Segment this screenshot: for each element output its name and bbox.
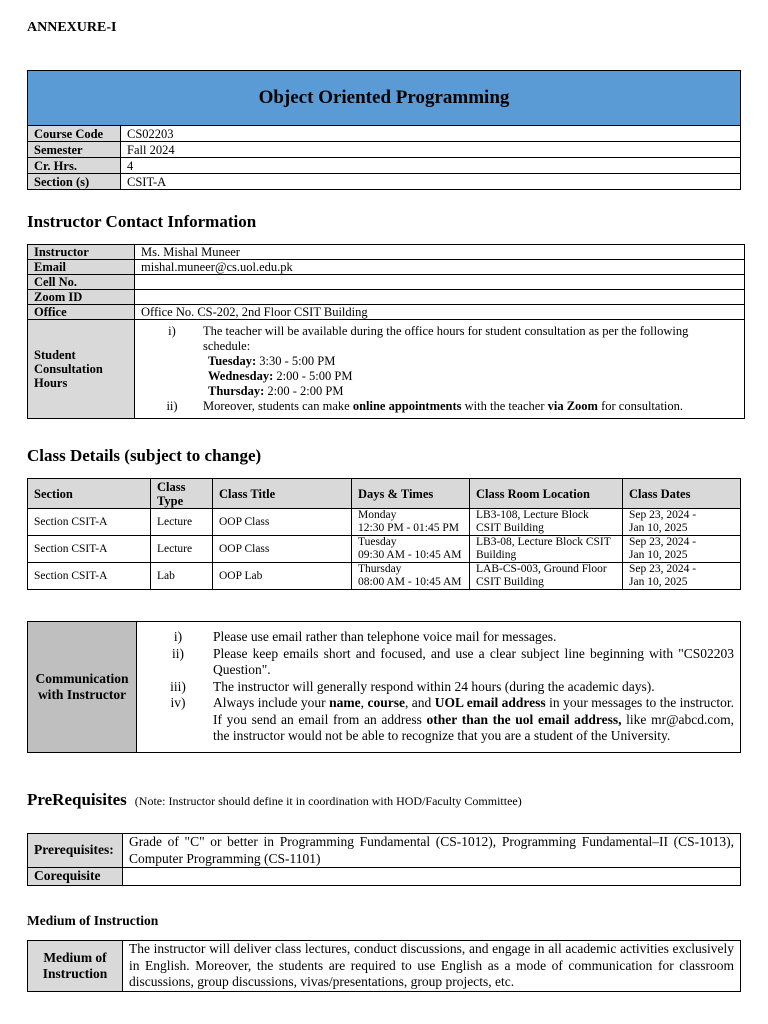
cell-title: OOP Lab [213, 563, 352, 590]
communication-table [27, 621, 741, 753]
zoom-label: Zoom ID [28, 290, 135, 305]
consultation-details [135, 320, 745, 419]
table-row [28, 126, 741, 142]
instructor-label: Instructor [28, 245, 135, 260]
column-header: Class Room Location [470, 479, 623, 509]
list-item: i) Please use email rather than telephone voice mail for messages. [173, 629, 557, 645]
course-code-value: CS02203 [121, 126, 741, 142]
cell-room: LAB-CS-003, Ground Floor CSIT Building [470, 563, 623, 590]
medium-heading: Medium of Instruction [27, 913, 159, 928]
credit-hours-label: Cr. Hrs. [28, 158, 121, 174]
table-row [28, 320, 745, 419]
table-header-row [28, 479, 741, 509]
column-header: Section [28, 479, 151, 509]
cell-type: Lecture [151, 509, 213, 536]
prerequisites-table [27, 833, 741, 886]
column-header: Class Dates [623, 479, 741, 509]
course-code-label: Course Code [28, 126, 121, 142]
prerequisites-value: Grade of "C" or better in Programming Fundamental (CS-1012), Programming Fundamental–II (CS-1013), Computer Programming (CS-1101) [123, 834, 741, 868]
semester-label: Semester [28, 142, 121, 158]
credit-hours-value: 4 [121, 158, 741, 174]
prerequisites-heading-row [27, 790, 522, 810]
annexure-label: ANNEXURE-I [27, 20, 117, 35]
cell-days-times: Thursday 08:00 AM - 10:45 AM [352, 563, 470, 590]
list-item [141, 324, 738, 399]
cell-dates: Sep 23, 2024 - Jan 10, 2025 [623, 563, 741, 590]
cell-room: LB3-108, Lecture Block CSIT Building [470, 509, 623, 536]
schedule-row: Wednesday: 2:00 - 5:00 PM [208, 369, 353, 383]
corequisite-label: Corequisite [28, 868, 123, 886]
cell-value [135, 275, 745, 290]
email-value: mishal.muneer@cs.uol.edu.pk [135, 260, 745, 275]
cell-title: OOP Class [213, 509, 352, 536]
instructor-name: Ms. Mishal Muneer [135, 245, 745, 260]
prerequisites-label: Prerequisites: [28, 834, 123, 868]
communication-label: Communication with Instructor [28, 622, 137, 753]
cell-label: Cell No. [28, 275, 135, 290]
instructor-table [27, 244, 745, 419]
prerequisites-heading: PreRequisites [27, 790, 127, 809]
table-row [28, 509, 741, 536]
table-row [28, 868, 741, 886]
course-info-table [27, 70, 741, 190]
column-header: Class Type [151, 479, 213, 509]
table-row [28, 174, 741, 190]
corequisite-value [123, 868, 741, 886]
list-item: iv) Always include your name, course, and UOL email address in your messages to the instructor. If you send an email from an address other than the uol email address, like mr@abcd.com, the instructor would not be able to recognize that you are a student of the University. [170, 695, 735, 744]
prerequisites-note: (Note: Instructor should define it in coordination with HOD/Faculty Committee) [134, 794, 522, 808]
cell-days-times: Monday 12:30 PM - 01:45 PM [352, 509, 470, 536]
email-label: Email [28, 260, 135, 275]
cell-title: OOP Class [213, 536, 352, 563]
cell-type: Lab [151, 563, 213, 590]
class-details-heading: Class Details (subject to change) [27, 446, 262, 465]
list-item [141, 399, 738, 414]
table-row [28, 158, 741, 174]
cell-dates: Sep 23, 2024 - Jan 10, 2025 [623, 536, 741, 563]
cell-dates: Sep 23, 2024 - Jan 10, 2025 [623, 509, 741, 536]
cell-section: Section CSIT-A [28, 536, 151, 563]
appointment-note: Moreover, students can make online appointments with the teacher via Zoom for consultation. [203, 399, 684, 413]
cell-type: Lecture [151, 536, 213, 563]
table-row [28, 536, 741, 563]
list-item: ii) Please keep emails short and focused, and use a clear subject line beginning with "CS02203 Question". [172, 645, 734, 678]
column-header: Class Title [213, 479, 352, 509]
schedule-row: Thursday: 2:00 - 2:00 PM [208, 384, 344, 398]
cell-section: Section CSIT-A [28, 563, 151, 590]
instructor-heading: Instructor Contact Information [27, 212, 257, 231]
table-row [28, 275, 745, 290]
table-row [28, 563, 741, 590]
list-item: iii) The instructor will generally respond within 24 hours (during the academic days). [170, 678, 655, 694]
sections-label: Section (s) [28, 174, 121, 190]
office-value: Office No. CS-202, 2nd Floor CSIT Building [135, 305, 745, 320]
medium-label: Medium of Instruction [28, 941, 123, 992]
cell-room: LB3-08, Lecture Block CSIT Building [470, 536, 623, 563]
consultation-intro: The teacher will be available during the office hours for student consultation as per the following schedule: [203, 324, 689, 353]
consultation-label: Student Consultation Hours [28, 320, 135, 419]
medium-text: The instructor will deliver class lectures, conduct discussions, and engage in all academic activities exclusively in English. Moreover, the students are required to use English as a mode of communication for classroom discussions, group discussions, vivas/presentations, group projects, etc. [123, 941, 741, 992]
table-row [28, 260, 745, 275]
office-label: Office [28, 305, 135, 320]
communication-details [137, 622, 741, 753]
table-row [28, 245, 745, 260]
table-row [28, 290, 745, 305]
course-title: Object Oriented Programming [28, 71, 741, 126]
table-row [28, 305, 745, 320]
zoom-value [135, 290, 745, 305]
schedule-row: Tuesday: 3:30 - 5:00 PM [208, 354, 336, 368]
list-number: i) [168, 324, 176, 338]
table-row [28, 834, 741, 868]
medium-table [27, 940, 741, 992]
sections-value: CSIT-A [121, 174, 741, 190]
cell-section: Section CSIT-A [28, 509, 151, 536]
cell-days-times: Tuesday 09:30 AM - 10:45 AM [352, 536, 470, 563]
table-row [28, 142, 741, 158]
semester-value: Fall 2024 [121, 142, 741, 158]
list-number: ii) [166, 399, 178, 413]
column-header: Days & Times [352, 479, 470, 509]
class-details-table [27, 478, 741, 590]
